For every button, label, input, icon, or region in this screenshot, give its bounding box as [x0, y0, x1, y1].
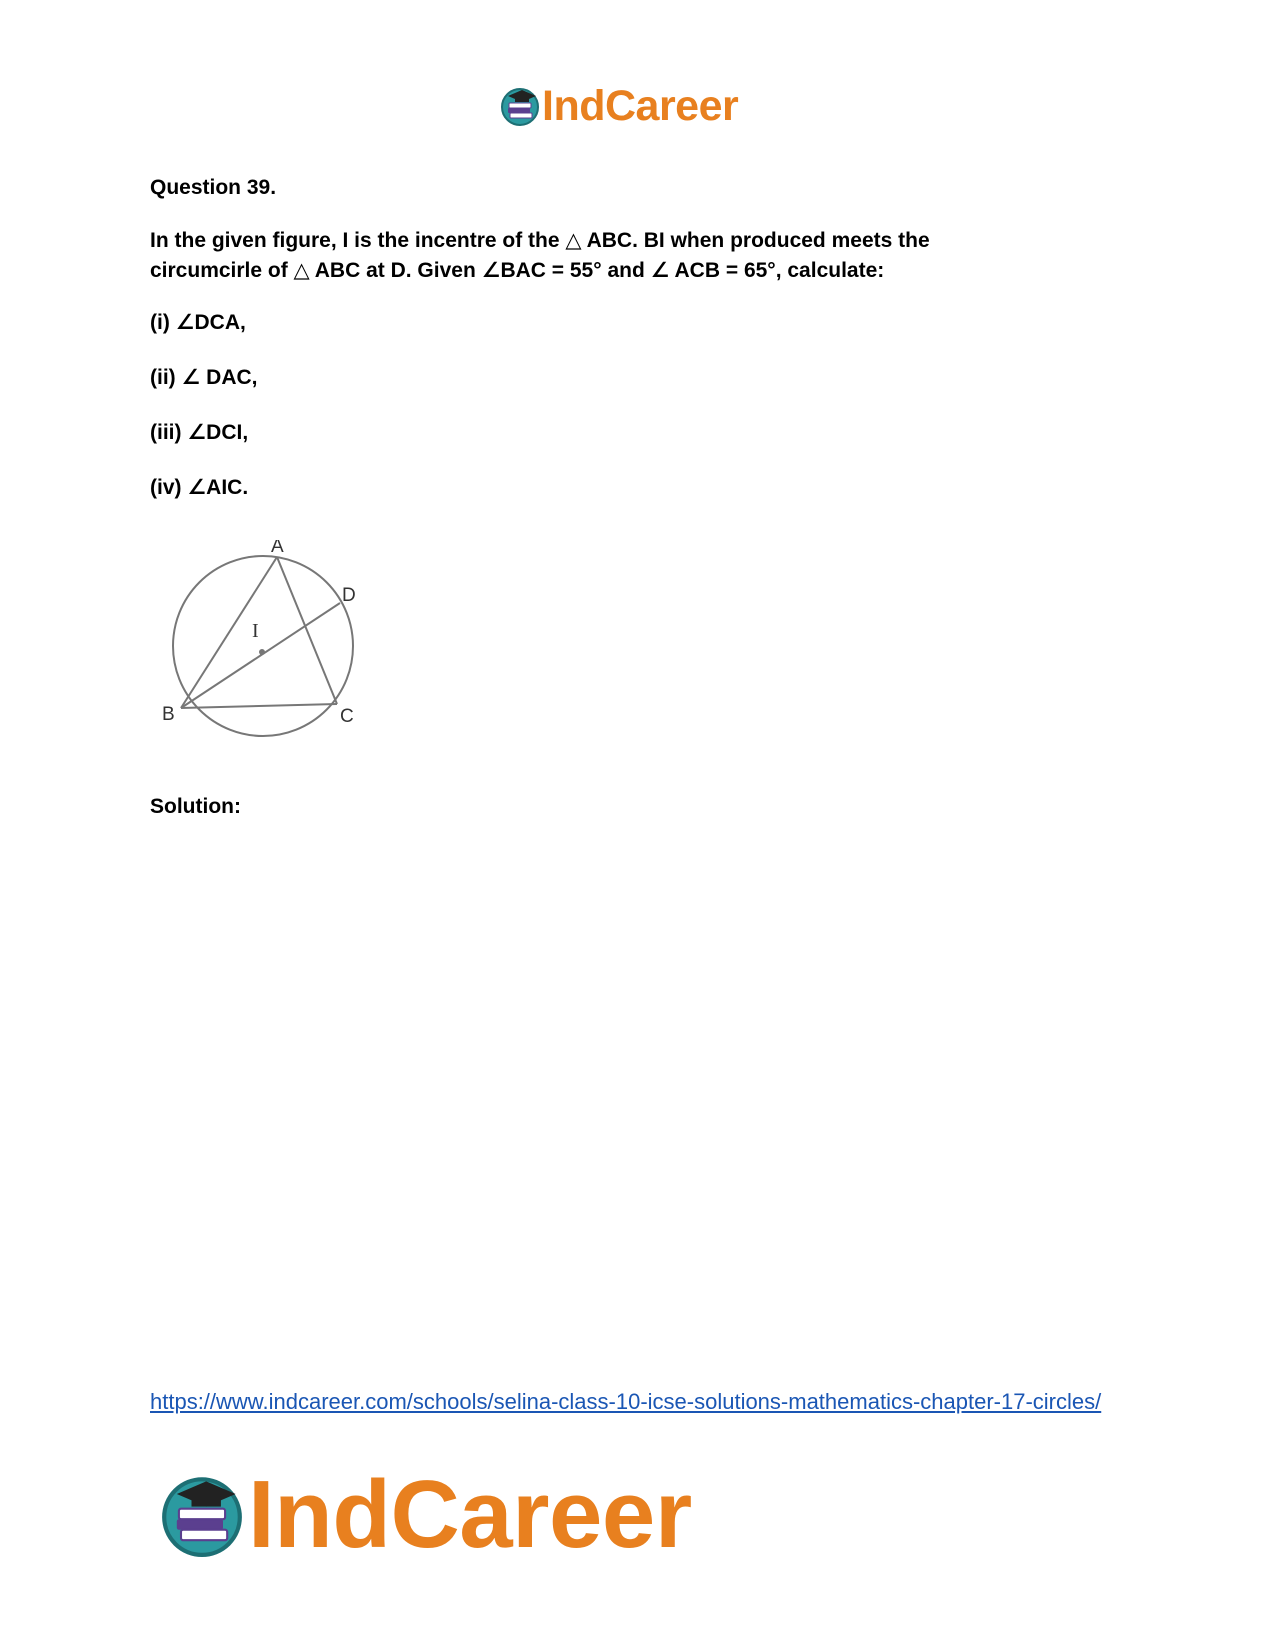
question-part-3: (iii) ∠DCI,	[150, 421, 249, 444]
question-text	[150, 226, 1130, 286]
question-part-2: (ii) ∠ DAC,	[150, 366, 258, 389]
incentre-point	[259, 649, 265, 655]
circle-triangle-figure	[160, 540, 380, 760]
footer-logo	[160, 1461, 720, 1568]
solution-label: Solution:	[150, 795, 241, 818]
side-ab	[181, 557, 277, 708]
label-a: A	[271, 540, 284, 557]
graduation-cap-books-globe-icon	[500, 86, 540, 126]
question-text-line-2: circumcirle of △ ABC at D. Given ∠BAC = 55° and ∠ ACB = 65°, calculate:	[150, 259, 885, 282]
header-logo	[500, 76, 800, 136]
label-d: D	[342, 585, 356, 606]
question-part-1: (i) ∠DCA,	[150, 311, 246, 334]
side-bc	[181, 704, 337, 708]
question-block	[150, 176, 1130, 530]
graduation-cap-books-globe-icon	[160, 1473, 244, 1557]
label-i: I	[252, 620, 259, 642]
circumcircle	[173, 556, 353, 736]
header-logo-text: IndCareer	[542, 81, 739, 130]
question-title: Question 39.	[150, 176, 277, 199]
geometry-diagram	[160, 540, 380, 760]
question-text-line-1: In the given figure, I is the incentre of the △ ABC. BI when produced meets the	[150, 229, 930, 252]
question-part-4: (iv) ∠AIC.	[150, 476, 249, 499]
label-c: C	[340, 706, 354, 727]
side-ac	[277, 557, 337, 704]
footer-logo-text: IndCareer	[248, 1461, 692, 1568]
source-link[interactable]: https://www.indcareer.com/schools/selina-class-10-icse-solutions-mathematics-chapter-17-circles/	[150, 1389, 1102, 1414]
label-b: B	[162, 704, 175, 725]
